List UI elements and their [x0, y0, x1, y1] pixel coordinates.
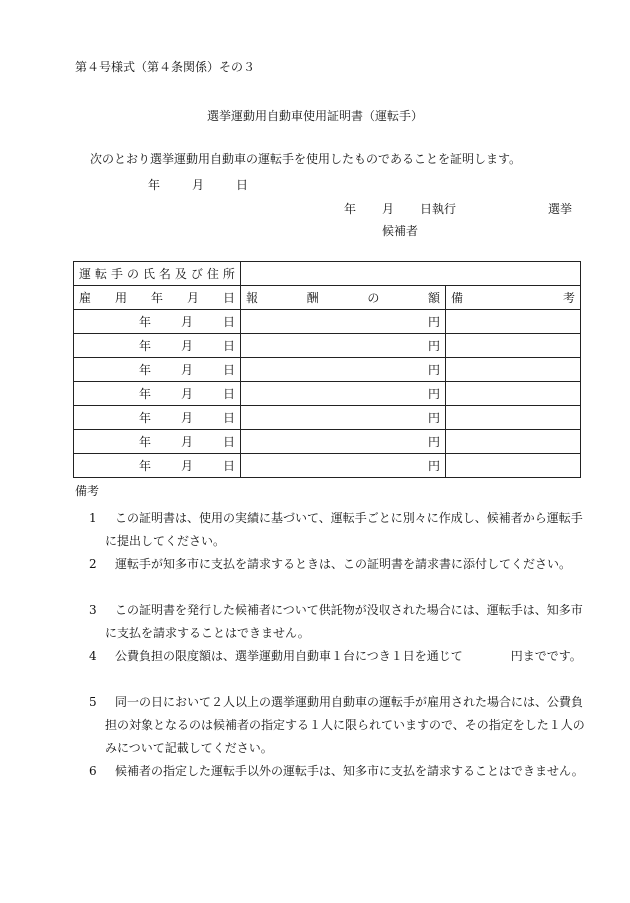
note-text: 同一の日において２人以上の選挙運動用自動車の運転手が雇用された場合には、公費負担の対象となるのは候補者の指定する１人に限られていますので、その指定をした１人のみについて記載してください。	[105, 695, 585, 755]
day-label: 日	[222, 387, 235, 401]
year-label: 年	[138, 363, 151, 377]
note-text: 運転手が知多市に支払を請求するときは、この証明書を請求書に添付してください。	[115, 557, 572, 571]
header-char: び	[190, 267, 203, 281]
note-text: 公費負担の限度額は、選挙運動用自動車１台につき１日を通じて 円までです。	[115, 649, 582, 663]
pay-amount-cell[interactable]	[241, 310, 446, 334]
note-number: 2	[89, 557, 97, 571]
issue-day-label: 日	[236, 178, 249, 192]
header-char: 名	[158, 267, 171, 281]
header-char: 手	[110, 267, 123, 281]
table-row	[74, 358, 581, 382]
year-label: 年	[138, 459, 151, 473]
issue-year-label: 年	[148, 178, 161, 192]
header-char: 氏	[142, 267, 155, 281]
employment-date-cell[interactable]	[74, 406, 241, 430]
notes-heading: 備考	[75, 484, 100, 498]
yen-label: 円	[427, 459, 440, 473]
document-title: 選挙運動用自動車使用証明書（運転手）	[206, 109, 423, 123]
pay-amount-cell[interactable]	[241, 382, 446, 406]
election-year-label: 年	[344, 202, 357, 216]
month-label: 月	[180, 435, 193, 449]
employment-date-cell[interactable]	[74, 310, 241, 334]
note-item	[75, 507, 585, 553]
name-address-field[interactable]	[241, 262, 581, 286]
note-number: 6	[89, 764, 97, 778]
employment-date-header	[74, 286, 241, 310]
pay-amount-cell[interactable]	[241, 430, 446, 454]
day-label: 日	[222, 459, 235, 473]
month-label: 月	[180, 459, 193, 473]
table-row	[74, 406, 581, 430]
header-char: 年	[150, 291, 163, 305]
pay-amount-cell[interactable]	[241, 358, 446, 382]
day-label: 日	[222, 435, 235, 449]
remarks-cell[interactable]	[446, 310, 581, 334]
note-text: この証明書を発行した候補者について供託物が没収された場合には、運転手は、知多市に支払を請求することはできません。	[105, 603, 583, 640]
employment-date-cell[interactable]	[74, 358, 241, 382]
certification-statement: 次のとおり選挙運動用自動車の運転手を使用したものであることを証明します。	[90, 152, 522, 166]
remarks-cell[interactable]	[446, 406, 581, 430]
remarks-cell[interactable]	[446, 430, 581, 454]
issue-date	[148, 176, 248, 193]
remarks-cell[interactable]	[446, 454, 581, 478]
yen-label: 円	[427, 315, 440, 329]
header-char: の	[126, 267, 139, 281]
header-char: 雇	[79, 291, 92, 305]
month-label: 月	[180, 387, 193, 401]
table-row	[74, 382, 581, 406]
note-number: 3	[89, 603, 97, 617]
day-label: 日	[222, 315, 235, 329]
pay-amount-cell[interactable]	[241, 406, 446, 430]
yen-label: 円	[427, 411, 440, 425]
year-label: 年	[138, 435, 151, 449]
remarks-cell[interactable]	[446, 334, 581, 358]
yen-label: 円	[427, 339, 440, 353]
employment-date-cell[interactable]	[74, 454, 241, 478]
month-label: 月	[180, 315, 193, 329]
yen-label: 円	[427, 363, 440, 377]
employment-date-cell[interactable]	[74, 382, 241, 406]
note-item	[75, 599, 585, 645]
election-name-label: 選挙	[548, 202, 573, 216]
candidate-label: 候補者	[382, 224, 419, 238]
header-char: 酬	[306, 291, 319, 305]
header-char: の	[367, 291, 380, 305]
election-date-label: 日執行	[420, 202, 457, 216]
note-number: 4	[89, 649, 97, 663]
year-label: 年	[138, 411, 151, 425]
pay-amount-cell[interactable]	[241, 334, 446, 358]
table-row	[74, 310, 581, 334]
note-number: 1	[89, 511, 97, 525]
note-item	[75, 760, 585, 783]
remarks-cell[interactable]	[446, 358, 581, 382]
note-text: この証明書は、使用の実績に基づいて、運転手ごとに別々に作成し、候補者から運転手に提出してください。	[105, 511, 583, 548]
table-row	[74, 454, 581, 478]
year-label: 年	[138, 339, 151, 353]
header-char: 月	[186, 291, 199, 305]
header-char: 住	[206, 267, 219, 281]
header-char: 転	[94, 267, 107, 281]
remarks-cell[interactable]	[446, 382, 581, 406]
form-number: 第４号様式（第４条関係）その３	[75, 60, 256, 74]
day-label: 日	[222, 339, 235, 353]
issue-month-label: 月	[192, 178, 205, 192]
pay-amount-cell[interactable]	[241, 454, 446, 478]
yen-label: 円	[427, 387, 440, 401]
note-text: 候補者の指定した運転手以外の運転手は、知多市に支払を請求することはできません。	[115, 764, 584, 778]
employment-date-cell[interactable]	[74, 430, 241, 454]
driver-table	[73, 261, 581, 478]
name-address-row	[74, 262, 581, 286]
pay-amount-header	[241, 286, 446, 310]
remarks-header	[446, 286, 581, 310]
yen-label: 円	[427, 435, 440, 449]
month-label: 月	[180, 411, 193, 425]
table-row	[74, 430, 581, 454]
header-char: 額	[427, 291, 440, 305]
header-char: 所	[222, 267, 235, 281]
election-month-label: 月	[382, 202, 395, 216]
header-char: 運	[79, 267, 92, 281]
note-item	[75, 553, 585, 576]
name-address-label	[74, 262, 241, 286]
note-number: 5	[89, 695, 97, 709]
month-label: 月	[180, 363, 193, 377]
day-label: 日	[222, 411, 235, 425]
year-label: 年	[138, 315, 151, 329]
note-item	[75, 645, 585, 668]
note-item	[75, 691, 585, 760]
year-label: 年	[138, 387, 151, 401]
table-row	[74, 334, 581, 358]
header-char: 用	[114, 291, 127, 305]
employment-date-cell[interactable]	[74, 334, 241, 358]
header-char: 報	[246, 291, 259, 305]
header-char: 考	[562, 291, 575, 305]
header-char: 及	[174, 267, 187, 281]
header-row	[74, 286, 581, 310]
header-char: 備	[451, 291, 464, 305]
day-label: 日	[222, 363, 235, 377]
header-char: 日	[222, 291, 235, 305]
month-label: 月	[180, 339, 193, 353]
election-info	[344, 200, 572, 217]
